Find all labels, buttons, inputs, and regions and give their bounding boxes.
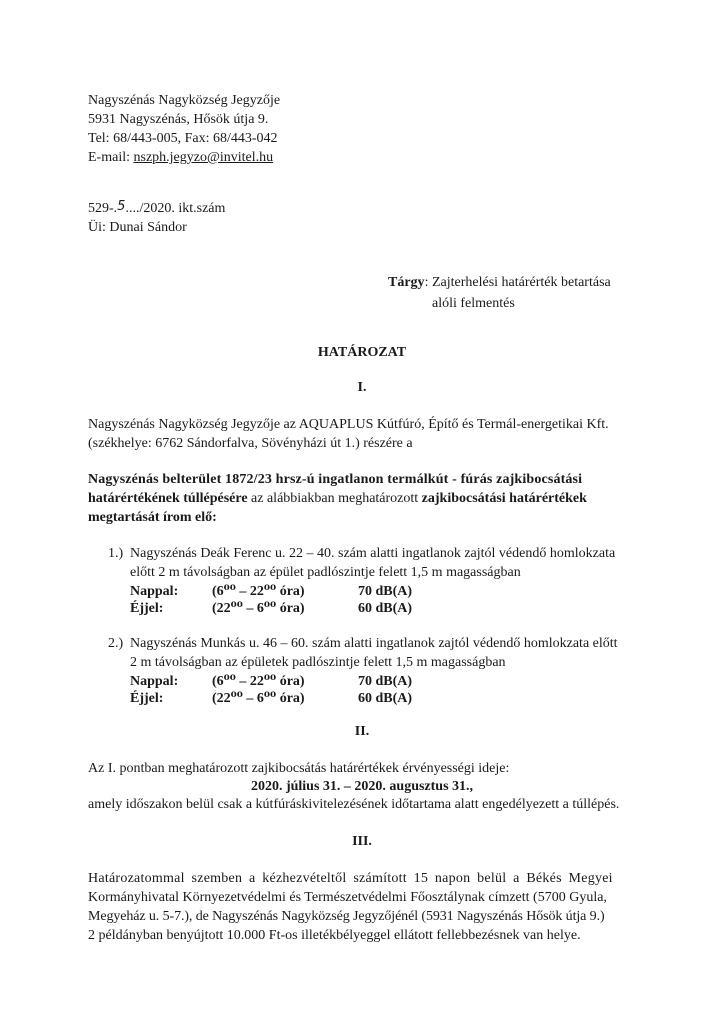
section-3-numeral: III. bbox=[352, 834, 372, 849]
validity-dates: 2020. július 31. – 2020. augusztus 31., bbox=[250, 779, 474, 794]
section-1-numeral: I. bbox=[357, 380, 367, 395]
reference-block bbox=[88, 199, 225, 237]
email-label: E-mail: bbox=[88, 150, 134, 165]
document-page: Nagyszénás Nagyközség Jegyzője 5931 Nagyszénás, Hősök útja 9. Tel: 68/443-005, Fax: 68/443-042 E-mail: nszph.jegyzo@invitel.hu 529-.5..../2020. ikt.szám Üi: Dunai Sándor Tárgy: Zajterhelési határérték betartása alóli felmentés HATÁROZAT I. Nagyszénás Nagyközség Jegyzője az AQUAPLUS Kútfúró, Építő és Termál-energetikai Kft. (székhelye: 6762 Sándorfalva, Sövényházi út 1.) részére a Nagyszénás belterület 1872/23 hrsz-ú ingatlanon termálkút - fúrás zajkibocsátási határértékének túllépésére az alábbiakban meghatározott zajkibocsátási határértékek megtartását írom elő: 1.) Nagyszénás Deák Ferenc u. 22 – 40. szám alatti ingatlanok zajtól védendő homlokzata előtt 2 m távolságban az épület padlószintje felett 1,5 m magasságban Nappal: (6⁰⁰ – 22⁰⁰ óra) 70 dB(A) Éjjel: (22⁰⁰ – 6⁰⁰ óra) 60 dB(A) 2.) Nagyszénás Munkás u. 46 – 60. szám alatti ingatlanok zajtól védendő homlokzata előtt 2 m távolságban az épületek padlószintje felett 1,5 m magasságban Nappal: (6⁰⁰ – 22⁰⁰ óra) 70 dB(A) Éjjel: (22⁰⁰ – 6⁰⁰ óra) 60 dB(A) II. Az I. pontban meghatározott zajkibocsátás határértékek érvényességi ideje: 2020. július 31. – 2020. augusztus 31., amely időszakon belül csak a kútfúráskivitelezésének időtartama alatt engedélyezett a túllépés. III. Határozatommal szemben a kézhezvételtől számított 15 napon belül a Békés Megyei Kormányhivatal Környezetvédelmi és Természetvédelmi Főosztálynak címzett (5700 Gyula, Megyeház u. 5-7.), de Nagyszénás Nagyközség Jegyzőjénél (5931 Nagyszénás Hősök útja 9.) 2 példányban benyújtott 10.000 Ft-os illetékbélyeggel ellátott fellebbezésnek van helye. bbox=[0, 0, 724, 1024]
subject-line-1: Tárgy: Zajterhelési határérték betartása bbox=[388, 275, 611, 290]
subject-block bbox=[388, 273, 611, 292]
section-2-intro: Az I. pontban meghatározott zajkibocsátás határértékek érvényességi ideje: bbox=[88, 761, 510, 776]
sender-email-line bbox=[88, 148, 280, 167]
subject-label: Tárgy bbox=[388, 275, 425, 290]
section-2-numeral: II. bbox=[354, 724, 370, 739]
appeal-paragraph: Határozatommal szemben a kézhezvételtől számított 15 napon belül a Békés Megyei Kormányhivatal Környezetvédelmi és Természetvédelmi Főosztálynak címzett (5700 Gyula, Megyeház u. 5-7.), de Nagyszénás Nagyközség Jegyzőjénél (5931 Nagyszénás Hősök útja 9.) 2 példányban benyújtott 10.000 Ft-os illetékbélyeggel ellátott fellebbezésnek van helye. bbox=[88, 871, 613, 943]
sender-phone-fax: Tel: 68/443-005, Fax: 68/443-042 bbox=[88, 131, 278, 146]
reference-number: 529-.5..../2020. ikt.szám bbox=[88, 199, 226, 216]
item-2-number: 2.) bbox=[108, 636, 124, 651]
section-1-requirement: Nagyszénás belterület 1872/23 hrsz-ú ingatlanon termálkút - fúrás zajkibocsátási határértékének túllépésére az alábbiakban meghatározott zajkibocsátási határértékek megtartását írom elő: bbox=[88, 472, 587, 525]
item-2-text: Nagyszénás Munkás u. 46 – 60. szám alatti ingatlanok zajtól védendő homlokzata előtt 2 m távolságban az épületek padlószintje felett 1,5 m magasságban bbox=[130, 636, 618, 670]
email-link[interactable]: nszph.jegyzo@invitel.hu bbox=[133, 150, 274, 165]
clerk-name: Üi: Dunai Sándor bbox=[88, 220, 187, 235]
sender-name: Nagyszénás Nagyközség Jegyzője bbox=[88, 93, 281, 108]
item-1-number: 1.) bbox=[108, 546, 124, 561]
document-title: HATÁROZAT bbox=[317, 345, 407, 360]
section-2-note: amely időszakon belül csak a kútfúráskivitelezésének időtartama alatt engedélyezett a túllépés. bbox=[88, 797, 620, 812]
section-1-intro: Nagyszénás Nagyközség Jegyzője az AQUAPLUS Kútfúró, Építő és Termál-energetikai Kft. (székhelye: 6762 Sándorfalva, Sövényházi út 1.) részére a bbox=[88, 417, 609, 451]
sender-block bbox=[88, 91, 280, 167]
sender-address: 5931 Nagyszénás, Hősök útja 9. bbox=[88, 112, 269, 127]
item-1-text: Nagyszénás Deák Ferenc u. 22 – 40. szám alatti ingatlanok zajtól védendő homlokzata előtt 2 m távolságban az épület padlószintje felett 1,5 m magasságban bbox=[130, 546, 616, 580]
handwritten-number: 5 bbox=[117, 199, 126, 214]
subject-line-2: alóli felmentés bbox=[432, 296, 515, 311]
